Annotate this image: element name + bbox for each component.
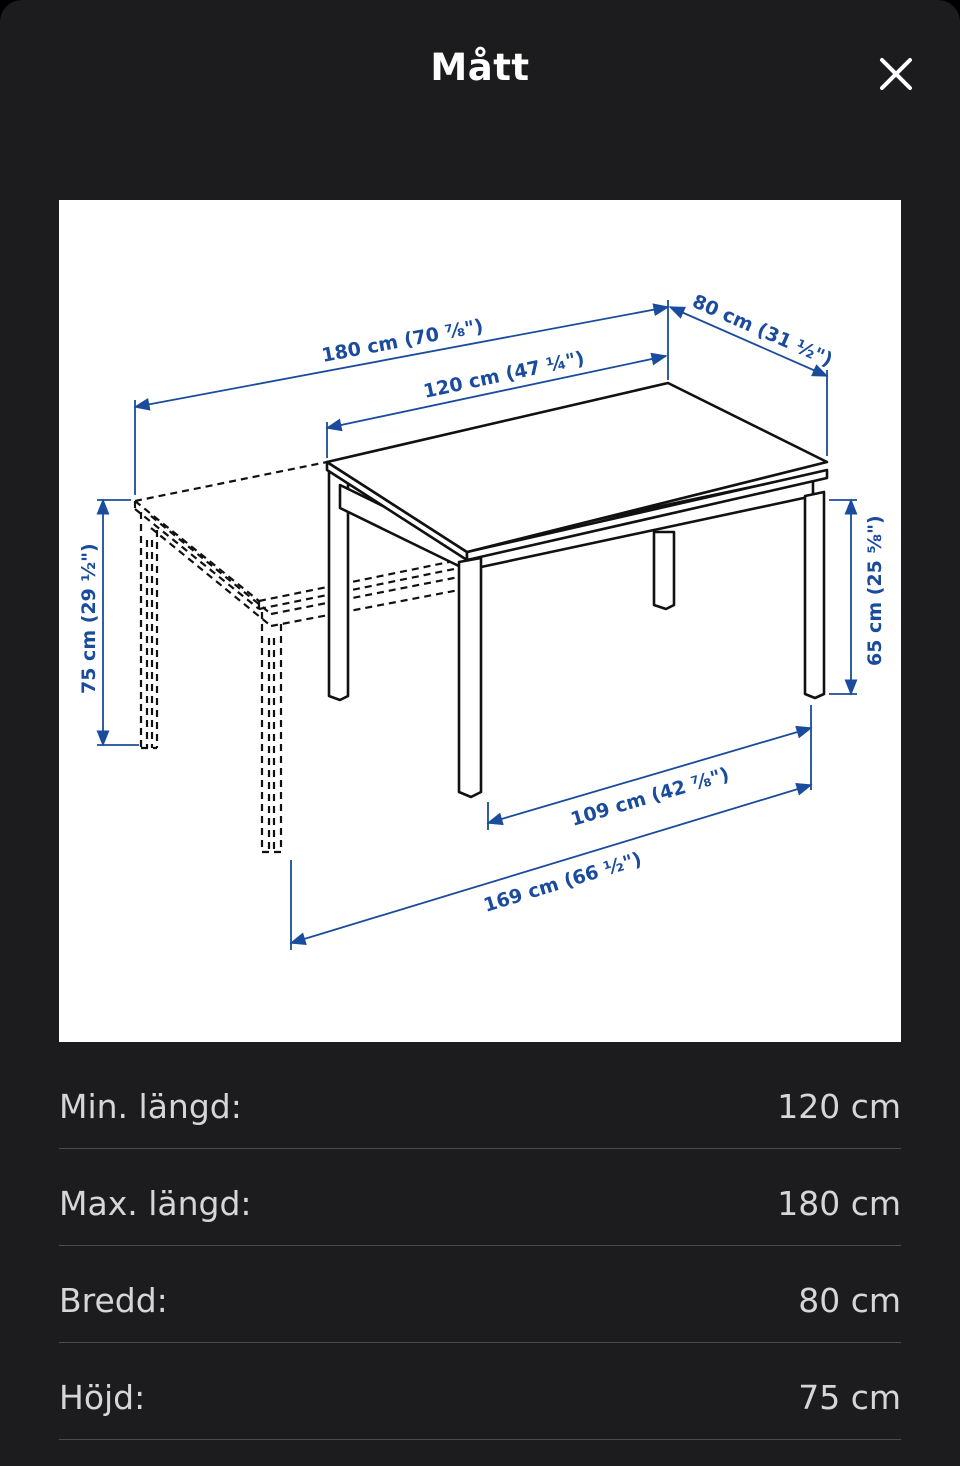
close-icon xyxy=(879,57,913,91)
sheet-title: Mått xyxy=(430,46,530,89)
spec-value: 180 cm xyxy=(777,1183,901,1223)
table-outline xyxy=(327,383,827,797)
sheet-header xyxy=(0,0,960,148)
label-between-legs-max: 169 cm (66 ½") xyxy=(481,848,645,917)
spec-value: 80 cm xyxy=(798,1280,901,1320)
spec-row-min-length xyxy=(59,1052,901,1149)
label-height: 75 cm (29 ½") xyxy=(78,543,100,694)
label-between-legs-min: 109 cm (42 ⅞") xyxy=(568,763,732,831)
spec-value: 120 cm xyxy=(777,1086,901,1126)
spec-label: Max. längd: xyxy=(59,1183,252,1223)
close-button[interactable] xyxy=(864,42,928,106)
spec-row-width xyxy=(59,1246,901,1343)
table-dimension-diagram xyxy=(59,200,901,1042)
spec-row-height xyxy=(59,1343,901,1440)
dimension-spec-list xyxy=(59,1052,901,1440)
label-min-length: 120 cm (47 ¼") xyxy=(421,347,587,403)
spec-label: Höjd: xyxy=(59,1377,146,1417)
spec-label: Min. längd: xyxy=(59,1086,242,1126)
label-max-length: 180 cm (70 ⅞") xyxy=(319,315,486,367)
label-width: 80 cm (31 ½") xyxy=(688,290,836,372)
spec-row-max-length xyxy=(59,1149,901,1246)
spec-label: Bredd: xyxy=(59,1280,168,1320)
label-leg-clearance: 65 cm (25 ⅝") xyxy=(864,515,886,666)
spec-value: 75 cm xyxy=(798,1377,901,1417)
